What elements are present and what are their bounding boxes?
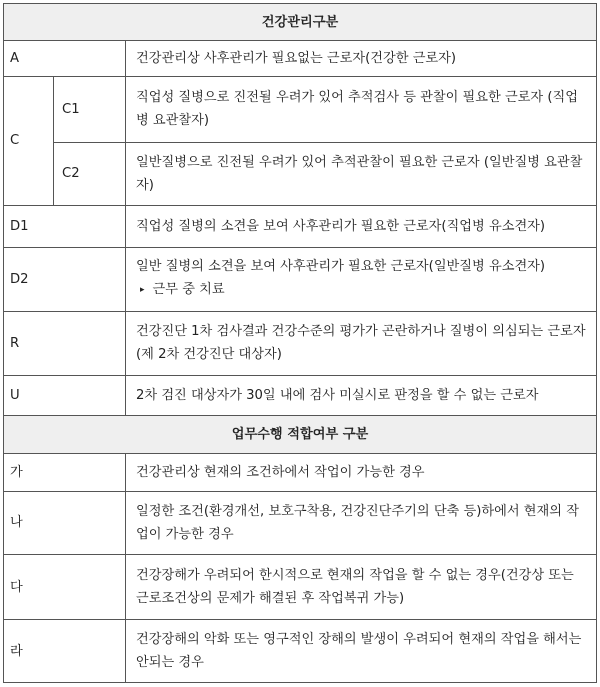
desc-text: 일반 질병의 소견을 보여 사후관리가 필요한 근로자(일반질병 유소견자) [136, 259, 546, 275]
section-header-row [4, 4, 597, 41]
code-cell: R [4, 311, 126, 376]
sub-code-cell: C2 [54, 142, 126, 205]
section1-title: 건강관리구분 [4, 4, 597, 41]
desc-cell: 일반질병으로 진전될 우려가 있어 추적관찰이 필요한 근로자 (일반질병 요관찰자) [126, 142, 597, 205]
table-row [4, 205, 597, 247]
desc-cell: 건강관리상 사후관리가 필요없는 근로자(건강한 근로자) [126, 41, 597, 77]
desc-cell: 건강진단 1차 검사결과 건강수준의 평가가 곤란하거나 질병이 의심되는 근로자(제 2차 건강진단 대상자) [126, 311, 597, 376]
table-row [4, 311, 597, 376]
code-cell: A [4, 41, 126, 77]
table-row [4, 376, 597, 416]
table-row [4, 453, 597, 491]
health-management-table [3, 3, 597, 683]
desc-cell: 건강장해가 우려되어 한시적으로 현재의 작업을 할 수 없는 경우(건강상 또는 근로조건상의 문제가 해결된 후 작업복귀 가능) [126, 555, 597, 620]
desc-cell: 일정한 조건(환경개선, 보호구착용, 건강진단주기의 단축 등)하에서 현재의 작업이 가능한 경우 [126, 491, 597, 555]
group-code-cell: C [4, 77, 54, 206]
section2-title: 업무수행 적합여부 구분 [4, 416, 597, 453]
table-row [4, 555, 597, 620]
desc-cell [126, 247, 597, 311]
code-cell: 다 [4, 555, 126, 620]
desc-cell: 직업성 질병으로 진전될 우려가 있어 추적검사 등 관찰이 필요한 근로자 (직업병 요관찰자) [126, 77, 597, 143]
code-cell: 나 [4, 491, 126, 555]
table-row [4, 620, 597, 683]
code-cell: D1 [4, 205, 126, 247]
desc-cell: 2차 검진 대상자가 30일 내에 검사 미실시로 판정을 할 수 없는 근로자 [126, 376, 597, 416]
code-cell: 가 [4, 453, 126, 491]
table-row [4, 491, 597, 555]
code-cell: 라 [4, 620, 126, 683]
note-line [136, 278, 588, 303]
desc-cell: 건강장해의 악화 또는 영구적인 장해의 발생이 우려되어 현재의 작업을 해서는 안되는 경우 [126, 620, 597, 683]
desc-cell: 직업성 질병의 소견을 보여 사후관리가 필요한 근로자(직업병 유소견자) [126, 205, 597, 247]
desc-cell: 건강관리상 현재의 조건하에서 작업이 가능한 경우 [126, 453, 597, 491]
section-header-row [4, 416, 597, 453]
note-text: 근무 중 치료 [152, 282, 225, 298]
triangle-bullet-icon: ▸ [140, 285, 145, 296]
code-cell: U [4, 376, 126, 416]
table-row [4, 142, 597, 205]
sub-code-cell: C1 [54, 77, 126, 143]
table-row [4, 77, 597, 143]
table-row [4, 41, 597, 77]
table-row [4, 247, 597, 311]
code-cell: D2 [4, 247, 126, 311]
